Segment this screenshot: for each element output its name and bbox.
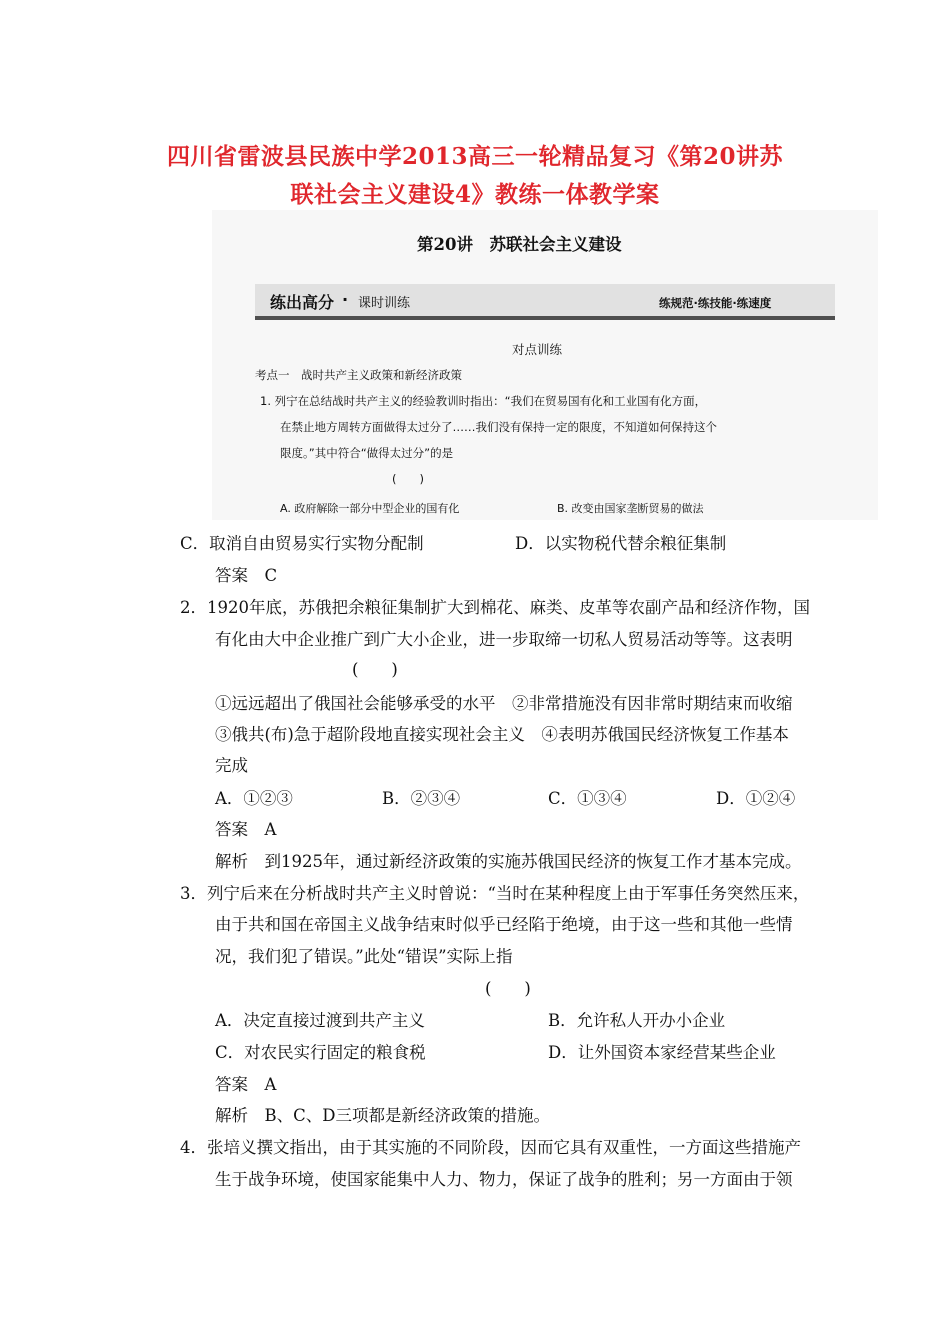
- q3-option-b: B．允许私人开办小企业: [548, 1011, 726, 1030]
- banner-right-label: 练规范·练技能·练速度: [659, 296, 772, 310]
- q3-analysis: 解析 B、C、D三项都是新经济政策的措施。: [215, 1106, 550, 1125]
- q1-answer: 答案 C: [215, 566, 278, 585]
- banner-sub-label: 课时训练: [358, 296, 411, 311]
- banner-dot: ·: [342, 290, 349, 309]
- q1-line1: 1. 列宁在总结战时共产主义的经验教训时指出：“我们在贸易国有化和工业国有化方面，: [260, 394, 707, 408]
- q2-statements-line2: ③俄共(布)急于超阶段地直接实现社会主义 ④表明苏俄国民经济恢复工作基本: [215, 725, 789, 744]
- document-title-line1: 四川省雷波县民族中学2013高三一轮精品复习《第20讲苏: [166, 143, 784, 170]
- q3-line3: 况，我们犯了错误。”此处“错误”实际上指: [215, 947, 513, 966]
- q2-analysis: 解析 到1925年，通过新经济政策的实施苏俄国民经济的恢复工作才基本完成。: [215, 852, 802, 871]
- q2-statements-line1: ①远远超出了俄国社会能够承受的水平 ②非常措施没有因非常时期结束而收缩: [215, 694, 793, 713]
- q3-line1: 3．列宁后来在分析战时共产主义时曾说：“当时在某种程度上由于军事任务突然压来，: [180, 884, 810, 903]
- document-title-line2: 联社会主义建设4》教练一体教学案: [290, 181, 660, 208]
- q3-paren: ( ): [485, 979, 531, 998]
- q2-answer: 答案 A: [215, 820, 277, 839]
- section-heading: 对点训练: [512, 342, 563, 357]
- q2-paren: ( ): [352, 660, 398, 679]
- q3-option-a: A．决定直接过渡到共产主义: [215, 1011, 425, 1030]
- exam-point-heading: 考点一 战时共产主义政策和新经济政策: [255, 368, 462, 382]
- q3-option-d: D．让外国资本家经营某些企业: [548, 1043, 776, 1062]
- q2-option-d: D．①②④: [716, 789, 796, 808]
- q1-option-a: A. 政府解除一部分中型企业的国有化: [280, 502, 460, 515]
- q1-line3: 限度。”其中符合“做得太过分”的是: [280, 446, 454, 460]
- q4-line1: 4．张培义撰文指出，由于其实施的不同阶段，因而它具有双重性，一方面这些措施产: [180, 1138, 801, 1157]
- q2-option-c: C．①③④: [548, 789, 627, 808]
- q1-line2: 在禁止地方周转方面做得太过分了……我们没有保持一定的限度，不知道如何保持这个: [280, 420, 717, 434]
- q3-option-c: C．对农民实行固定的粮食税: [215, 1043, 426, 1062]
- q1-paren: ( ): [392, 472, 424, 486]
- q2-line2: 有化由大中企业推广到广大小企业，进一步取缔一切私人贸易活动等等。这表明: [215, 630, 793, 649]
- q1-option-b: B. 改变由国家垄断贸易的做法: [557, 502, 704, 515]
- embedded-worksheet-image: [212, 210, 878, 520]
- q3-answer: 答案 A: [215, 1075, 277, 1094]
- q2-line1: 2．1920年底，苏俄把余粮征集制扩大到棉花、麻类、皮革等农副产品和经济作物，国: [180, 598, 810, 617]
- q1-option-d: D．以实物税代替余粮征集制: [515, 534, 727, 553]
- q3-line2: 由于共和国在帝国主义战争结束时似乎已经陷于绝境，由于这一些和其他一些情: [215, 915, 793, 934]
- q2-option-b: B．②③④: [382, 789, 461, 808]
- banner-rule: [255, 316, 835, 320]
- q4-line2: 生于战争环境，使国家能集中人力、物力，保证了战争的胜利；另一方面由于领: [215, 1170, 793, 1189]
- q2-statements-line3: 完成: [215, 756, 248, 775]
- lecture-title: 第20讲 苏联社会主义建设: [417, 235, 622, 254]
- q1-option-c: C．取消自由贸易实行实物分配制: [180, 534, 424, 553]
- banner-left-label: 练出高分: [270, 293, 335, 312]
- q2-option-a: A．①②③: [215, 789, 293, 808]
